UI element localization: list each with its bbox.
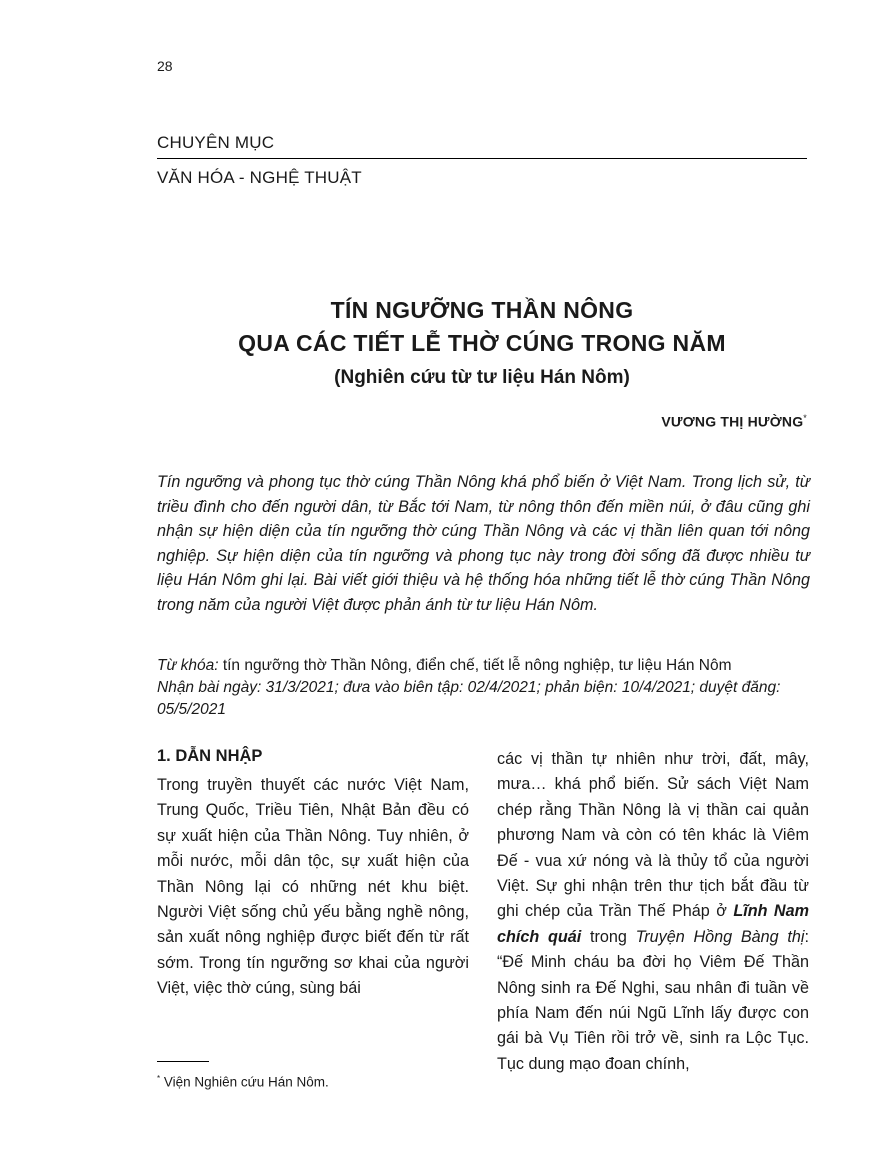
article-title-line-2: QUA CÁC TIẾT LỄ THỜ CÚNG TRONG NĂM bbox=[238, 330, 726, 356]
section-divider bbox=[157, 158, 807, 159]
body-column-right bbox=[497, 747, 809, 1077]
keywords-label: Từ khóa: bbox=[157, 657, 219, 674]
footnote bbox=[157, 1074, 329, 1090]
article-subtitle: (Nghiên cứu từ tư liệu Hán Nôm) bbox=[334, 367, 630, 388]
abstract: Tín ngưỡng và phong tục thờ cúng Thần Nông khá phổ biến ở Việt Nam. Trong lịch sử, từ triều đình cho đến người dân, từ Bắc tới Nam, từ nông thôn đến miền núi, ở đâu cũng ghi nhận sự hiện diện của tín ngưỡng thờ cúng Thần Nông và các vị thần liên quan tới nông nghiệp. Sự hiện diện của tín ngưỡng và phong tục này trong đời sống đã được nhiều tư liệu Hán Nôm ghi lại. Bài viết giới thiệu và hệ thống hóa những tiết lễ thờ cúng Thần Nông trong năm của người Việt được phản ánh từ tư liệu Hán Nôm. bbox=[157, 473, 810, 614]
keywords bbox=[157, 655, 810, 677]
keywords-block bbox=[157, 655, 810, 721]
book-title: Truyện Hồng Bàng thị bbox=[635, 927, 805, 946]
author-name-text: VƯƠNG THỊ HƯỜNG bbox=[661, 413, 804, 430]
article-title-line-1: TÍN NGƯỠNG THẦN NÔNG bbox=[330, 297, 634, 323]
footnote-text: Viện Nghiên cứu Hán Nôm. bbox=[160, 1074, 329, 1090]
footnote-mark: * bbox=[157, 1074, 161, 1083]
author-footnote-mark: * bbox=[803, 413, 807, 423]
section-label: CHUYÊN MỤC bbox=[157, 133, 275, 152]
body-text: các vị thần tự nhiên như trời, đất, mây, mưa… khá phổ biến. Sử sách Việt Nam chép rằng Thần Nông là vị thần cai quản phương Nam và còn có tên khác là Viêm Đế - vua xứ nóng và là thủy tổ của người Việt. Sự ghi nhận trên thư tịch bắt đầu từ ghi chép của Trần Thế Pháp ở bbox=[497, 750, 809, 921]
section-heading-intro: 1. DẪN NHẬP bbox=[157, 747, 263, 765]
book-title: Lĩnh Nam chích quái bbox=[497, 902, 810, 946]
keywords-text: tín ngưỡng thờ Thần Nông, điển chế, tiết lễ nông nghiệp, tư liệu Hán Nôm bbox=[218, 657, 732, 674]
author-name bbox=[661, 413, 807, 430]
submission-dates: Nhận bài ngày: 31/3/2021; đưa vào biên tập: 02/4/2021; phản biện: 10/4/2021; duyệt đăng: 05/5/2021 bbox=[157, 679, 781, 718]
page-number: 28 bbox=[157, 58, 173, 74]
section-name: VĂN HÓA - NGHỆ THUẬT bbox=[157, 168, 362, 187]
body-column-left: Trong truyền thuyết các nước Việt Nam, Trung Quốc, Triều Tiên, Nhật Bản đều có sự xuất hiện của Thần Nông. Tuy nhiên, ở mỗi nước, mỗi dân tộc, sự xuất hiện của Thần Nông lại có những nét khu biệt. Người Việt sống chủ yếu bằng nghề nông, sản xuất nông nghiệp được biết đến từ rất sớm. Trong tín ngưỡng sơ khai của người Việt, việc thờ cúng, sùng bái bbox=[157, 776, 469, 998]
body-text: trong bbox=[581, 927, 636, 946]
footnote-divider bbox=[157, 1061, 209, 1062]
body-text: : “Đế Minh cháu ba đời họ Viêm Đế Thần Nông sinh ra Đế Nghi, sau nhân đi tuần về phía Nam đến núi Ngũ Lĩnh lấy được con gái bà Vụ Tiên rồi trở về, sinh ra Lộc Tục. Tục dung mạo đoan chính, bbox=[497, 927, 809, 1073]
